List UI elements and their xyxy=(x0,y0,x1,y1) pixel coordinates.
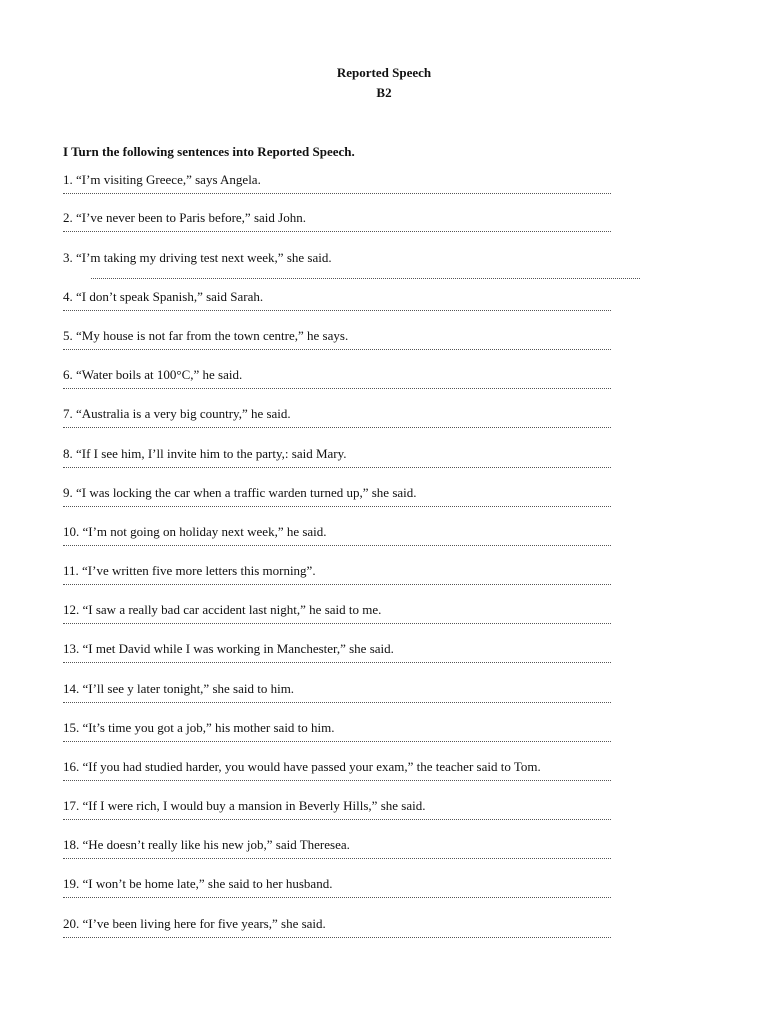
level-label: B2 xyxy=(376,85,392,100)
item-sentence: 3. “I’m taking my driving test next week,” she said. xyxy=(63,250,332,265)
answer-line[interactable] xyxy=(63,545,611,546)
exercise-instruction: I Turn the following sentences into Reported Speech. xyxy=(63,144,355,159)
exercise-item xyxy=(63,289,623,319)
item-sentence: 7. “Australia is a very big country,” he said. xyxy=(63,406,291,421)
item-sentence: 19. “I won’t be home late,” she said to her husband. xyxy=(63,876,333,891)
answer-line[interactable] xyxy=(63,506,611,507)
exercise-item xyxy=(63,641,623,671)
answer-line[interactable] xyxy=(63,427,611,428)
answer-line[interactable] xyxy=(63,858,611,859)
item-sentence: 15. “It’s time you got a job,” his mother said to him. xyxy=(63,720,335,735)
item-sentence: 9. “I was locking the car when a traffic warden turned up,” she said. xyxy=(63,485,417,500)
answer-line[interactable] xyxy=(63,349,611,350)
answer-line[interactable] xyxy=(63,937,611,938)
answer-line[interactable] xyxy=(63,467,611,468)
answer-line[interactable] xyxy=(63,388,611,389)
answer-line[interactable] xyxy=(63,623,611,624)
answer-line[interactable] xyxy=(63,231,611,232)
item-sentence: 5. “My house is not far from the town centre,” he says. xyxy=(63,328,349,343)
exercise-item xyxy=(63,328,623,358)
item-sentence: 13. “I met David while I was working in Manchester,” she said. xyxy=(63,641,394,656)
item-sentence: 8. “If I see him, I’ll invite him to the party,: said Mary. xyxy=(63,446,347,461)
exercise-item xyxy=(63,249,623,279)
exercise-item xyxy=(63,563,623,593)
answer-line[interactable] xyxy=(63,662,611,663)
item-sentence: 18. “He doesn’t really like his new job,” said Theresea. xyxy=(63,837,350,852)
exercise-item xyxy=(63,172,623,202)
item-sentence: 10. “I’m not going on holiday next week,” he said. xyxy=(63,524,327,539)
item-sentence: 1. “I’m visiting Greece,” says Angela. xyxy=(63,172,261,187)
exercise-item xyxy=(63,485,623,515)
exercise-item xyxy=(63,876,623,906)
answer-line[interactable] xyxy=(63,702,611,703)
exercise-item xyxy=(63,446,623,476)
item-sentence: 14. “I’ll see y later tonight,” she said to him. xyxy=(63,681,295,696)
exercise-item xyxy=(63,798,623,828)
item-sentence: 16. “If you had studied harder, you would have passed your exam,” the teacher said to Tom. xyxy=(63,759,541,774)
exercise-item xyxy=(63,759,623,789)
exercise-item xyxy=(63,720,623,750)
item-sentence: 2. “I’ve never been to Paris before,” said John. xyxy=(63,210,306,225)
exercise-item xyxy=(63,210,623,240)
item-sentence: 4. “I don’t speak Spanish,” said Sarah. xyxy=(63,289,264,304)
exercise-item xyxy=(63,602,623,632)
answer-line[interactable] xyxy=(63,584,611,585)
item-sentence: 11. “I’ve written five more letters this morning”. xyxy=(63,563,316,578)
item-sentence: 6. “Water boils at 100°C,” he said. xyxy=(63,367,243,382)
item-sentence: 12. “I saw a really bad car accident last night,” he said to me. xyxy=(63,602,382,617)
answer-line[interactable] xyxy=(63,819,611,820)
item-sentence: 17. “If I were rich, I would buy a mansion in Beverly Hills,” she said. xyxy=(63,798,426,813)
exercise-item xyxy=(63,681,623,711)
exercise-item xyxy=(63,916,623,946)
answer-line[interactable] xyxy=(63,310,611,311)
answer-line[interactable] xyxy=(63,897,611,898)
item-sentence: 20. “I’ve been living here for five years,” she said. xyxy=(63,916,326,931)
exercise-item xyxy=(63,367,623,397)
page-title: Reported Speech xyxy=(336,65,432,80)
answer-line[interactable] xyxy=(91,278,640,279)
answer-line[interactable] xyxy=(63,193,611,194)
answer-line[interactable] xyxy=(63,780,611,781)
answer-line[interactable] xyxy=(63,741,611,742)
exercise-item xyxy=(63,406,623,436)
exercise-item xyxy=(63,837,623,867)
exercise-item xyxy=(63,524,623,554)
